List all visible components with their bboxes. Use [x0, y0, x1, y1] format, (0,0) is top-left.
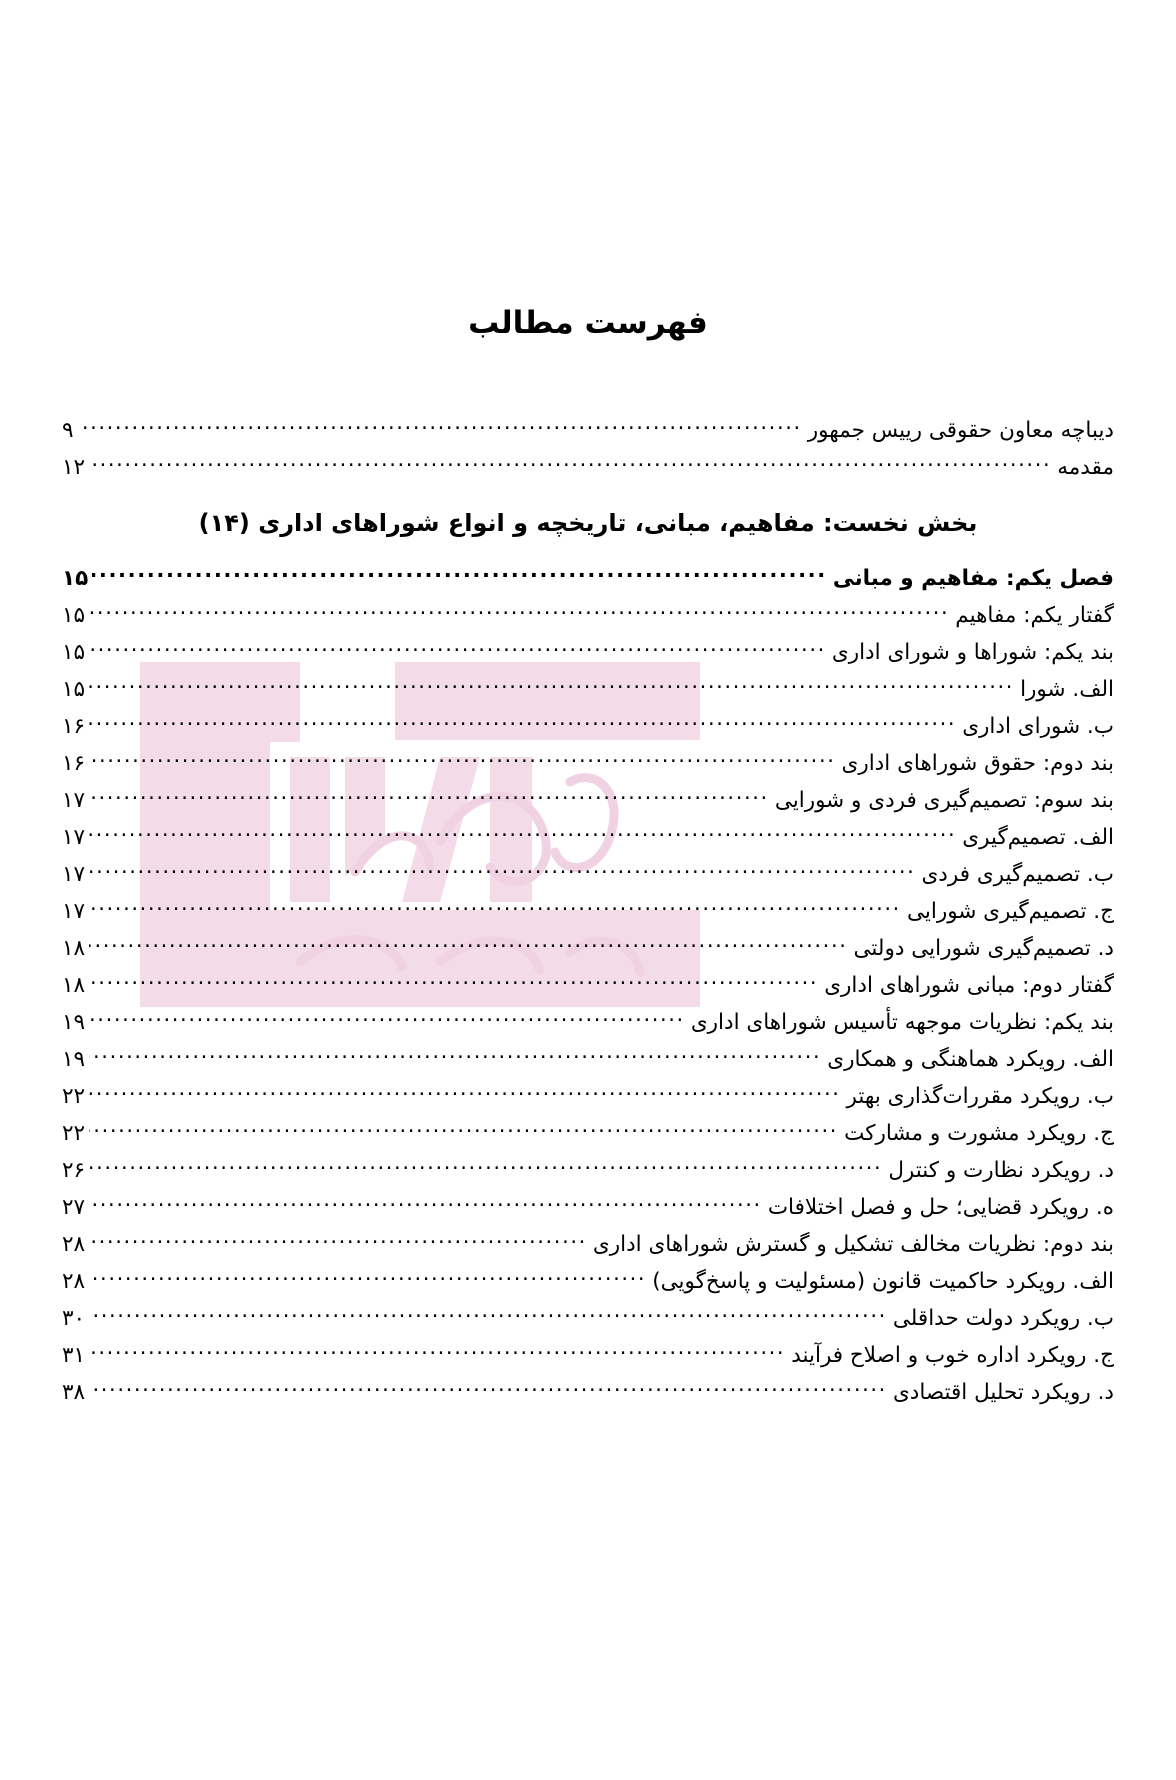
toc-entry-label: الف. رویکرد هماهنگی و همکاری [827, 1047, 1114, 1072]
toc-entry-page: ۱۷ [62, 788, 86, 813]
toc-entry-page: ۲۷ [62, 1195, 86, 1220]
toc-entry-label: دیباچه معاون حقوقی رییس جمهور [807, 418, 1114, 443]
toc-entry-page: ۱۶ [62, 751, 86, 776]
toc-entry-label: ب. تصمیم‌گیری فردی [921, 862, 1114, 887]
dot-leader [89, 749, 835, 771]
dot-leader [92, 564, 827, 586]
toc-entry-label: فصل یکم: مفاهیم و مبانی [832, 566, 1114, 591]
dot-leader [89, 1378, 887, 1400]
toc-entry-15[interactable] [62, 1115, 1114, 1152]
toc-entry-20[interactable] [62, 1300, 1114, 1337]
toc-entry-label: ج. رویکرد مشورت و مشارکت [844, 1121, 1114, 1146]
dot-leader [89, 786, 769, 808]
toc-entry-21[interactable] [62, 1337, 1114, 1374]
dot-leader [89, 1008, 685, 1030]
part-heading: بخش نخست: مفاهیم، مبانی، تاریخچه و انواع شوراهای اداری (۱۴) [198, 509, 978, 537]
toc-entry-4[interactable] [62, 708, 1114, 745]
toc-entry-page: ۱۹ [62, 1047, 86, 1072]
dot-leader [89, 1082, 840, 1104]
toc-entry-label: الف. تصمیم‌گیری [962, 825, 1114, 850]
toc-entry-1[interactable] [62, 597, 1114, 634]
dot-leader [89, 675, 1014, 697]
toc-entry-page: ۱۲ [62, 455, 86, 480]
toc-entry-page: ۱۸ [62, 973, 86, 998]
toc-entry-7[interactable] [62, 819, 1114, 856]
dot-leader [89, 1304, 887, 1326]
dot-leader [89, 1119, 838, 1141]
toc-entry-label: بند دوم: نظریات مخالف تشکیل و گسترش شوراهای اداری [592, 1232, 1114, 1257]
toc-entry-page: ۳۰ [62, 1306, 86, 1331]
dot-leader [89, 1193, 762, 1215]
toc-entry-label: الف. رویکرد حاکمیت قانون (مسئولیت و پاسخ‌گویی) [652, 1269, 1114, 1294]
dot-leader [89, 601, 949, 623]
toc-entry-label: بند سوم: تصمیم‌گیری فردی و شورایی [774, 788, 1114, 813]
toc-entry-page: ۳۸ [62, 1380, 86, 1405]
toc-entry-12[interactable] [62, 1004, 1114, 1041]
toc-entry-label: ج. تصمیم‌گیری شورایی [906, 899, 1114, 924]
toc-entry-page: ۹ [62, 418, 74, 443]
toc-entry-label: ه. رویکرد قضایی؛ حل و فصل اختلافات [767, 1195, 1114, 1220]
dot-leader [89, 1230, 587, 1252]
toc-entry-page: ۱۸ [62, 936, 86, 961]
toc-entry-10[interactable] [62, 930, 1114, 967]
toc-entry-page: ۱۵ [62, 677, 86, 702]
toc-entry-label: الف. شورا [1020, 677, 1114, 702]
toc-entry-page: ۱۷ [62, 899, 86, 924]
toc-entry-label: بند یکم: نظریات موجهه تأسیس شوراهای اداری [690, 1010, 1114, 1035]
toc-entry-label: گفتار دوم: مبانی شوراهای اداری [824, 973, 1114, 998]
toc-entry-17[interactable] [62, 1189, 1114, 1226]
toc-entry-label: ب. رویکرد مقررات‌گذاری بهتر [846, 1084, 1114, 1109]
toc-entry-label: بند یکم: شوراها و شورای اداری [831, 640, 1114, 665]
dot-leader [89, 971, 818, 993]
toc-entry-page: ۲۲ [62, 1121, 86, 1146]
toc-entry-11[interactable] [62, 967, 1114, 1004]
toc-entry-3[interactable] [62, 671, 1114, 708]
dot-leader [89, 638, 826, 660]
toc-entry-page: ۲۸ [62, 1269, 86, 1294]
dot-leader [89, 712, 956, 734]
dot-leader [89, 860, 915, 882]
toc-entry-label: ب. رویکرد دولت حداقلی [892, 1306, 1114, 1331]
toc-entry-2[interactable] [62, 634, 1114, 671]
toc-entry-label: گفتار یکم: مفاهیم [955, 603, 1114, 628]
toc-entry-14[interactable] [62, 1078, 1114, 1115]
dot-leader [89, 1267, 646, 1289]
toc-entry-page: ۱۵ [62, 603, 86, 628]
table-of-contents [62, 412, 1114, 1411]
toc-entry-page: ۱۹ [62, 1010, 86, 1035]
dot-leader [89, 897, 901, 919]
toc-entry-6[interactable] [62, 782, 1114, 819]
toc-entry-page: ۱۵ [62, 566, 89, 591]
toc-entry-page: ۲۲ [62, 1084, 86, 1109]
dot-leader [89, 1156, 882, 1178]
dot-leader [89, 934, 847, 956]
dot-leader [89, 1045, 821, 1067]
toc-entry-19[interactable] [62, 1263, 1114, 1300]
toc-entry-page: ۱۵ [62, 640, 86, 665]
toc-entry-label: بند دوم: حقوق شوراهای اداری [841, 751, 1114, 776]
toc-entry-page: ۲۶ [62, 1158, 86, 1183]
toc-entry-18[interactable] [62, 1226, 1114, 1263]
toc-entry-13[interactable] [62, 1041, 1114, 1078]
toc-entry-page: ۱۷ [62, 825, 86, 850]
toc-entry-16[interactable] [62, 1152, 1114, 1189]
toc-entry-9[interactable] [62, 893, 1114, 930]
toc-entry-page: ۳۱ [62, 1343, 86, 1368]
toc-entry-page: ۱۶ [62, 714, 86, 739]
toc-entry-label: د. رویکرد نظارت و کنترل [888, 1158, 1114, 1183]
toc-entry-5[interactable] [62, 745, 1114, 782]
dot-leader [89, 823, 956, 845]
toc-entry-page: ۱۷ [62, 862, 86, 887]
toc-entry-label: مقدمه [1057, 455, 1114, 480]
toc-entry-label: ب. شورای اداری [962, 714, 1114, 739]
toc-entry-page: ۲۸ [62, 1232, 86, 1257]
dot-leader [78, 416, 802, 438]
page-title: فهرست مطالب [468, 305, 708, 341]
toc-entry-label: د. تصمیم‌گیری شورایی دولتی [853, 936, 1114, 961]
toc-entry-front-1[interactable] [62, 449, 1114, 486]
toc-entry-22[interactable] [62, 1374, 1114, 1411]
toc-entry-label: د. رویکرد تحلیل اقتصادی [892, 1380, 1114, 1405]
dot-leader [89, 453, 1051, 475]
toc-entry-label: ج. رویکرد اداره خوب و اصلاح فرآیند [791, 1343, 1114, 1368]
toc-entry-0[interactable] [62, 560, 1114, 597]
toc-entry-8[interactable] [62, 856, 1114, 893]
dot-leader [89, 1341, 785, 1363]
toc-entry-front-0[interactable] [62, 412, 1114, 449]
